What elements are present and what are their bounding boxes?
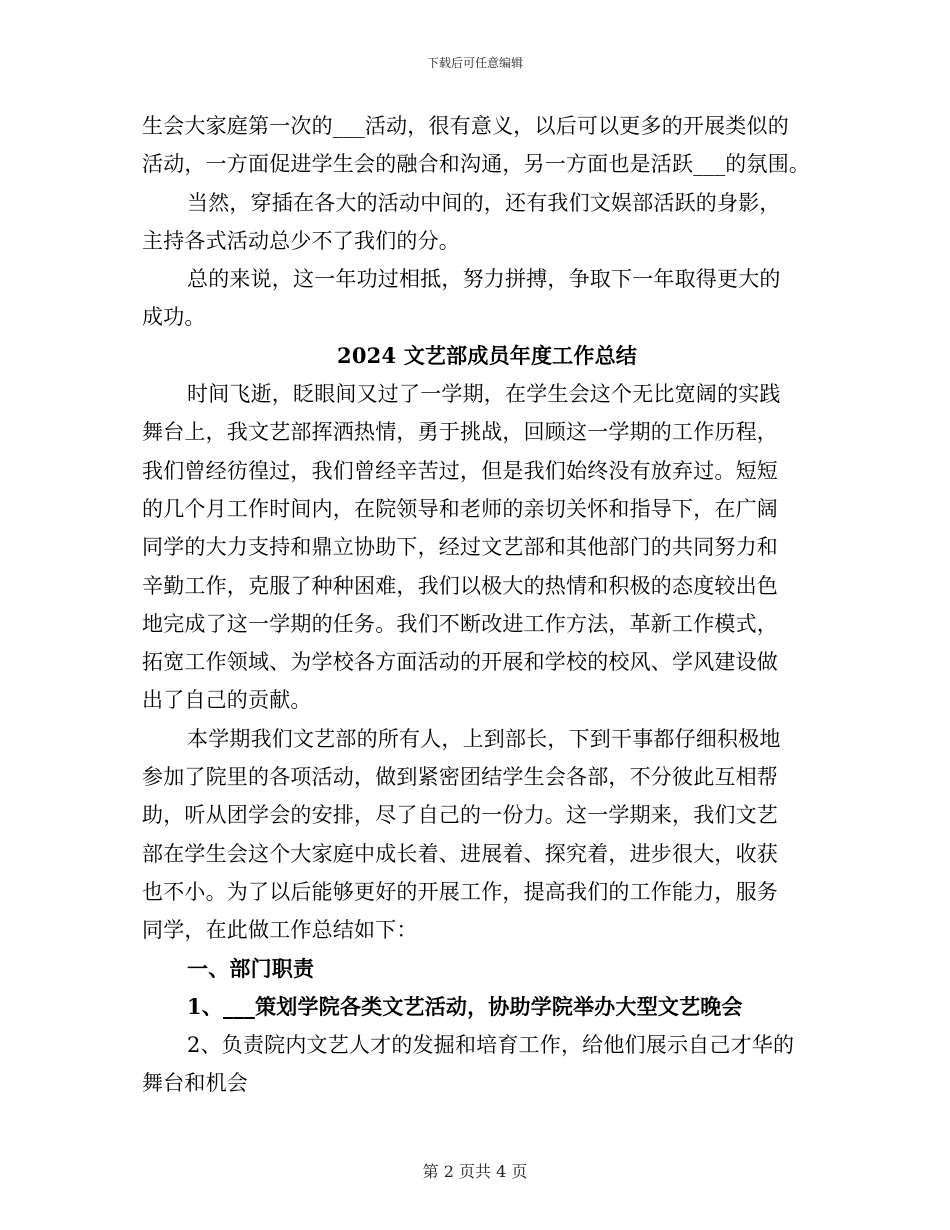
text-line: 当然，穿插在各大的活动中间的，还有我们文娱部活跃的身影， <box>187 190 781 215</box>
text-line: 辛勤工作，克服了种种困难，我们以极大的热情和积极的态度较出色 <box>142 573 778 598</box>
text-line: 拓宽工作领域、为学校各方面活动的开展和学校的校风、学风建设做 <box>142 650 778 675</box>
text-line: 舞台上，我文艺部挥洒热情，勇于挑战，回顾这一学期的工作历程， <box>142 420 778 445</box>
section-title: 2024 文艺部成员年度工作总结 <box>337 342 637 368</box>
page-header: 下载后可任意编辑 <box>426 56 523 70</box>
text-line: 助，听从团学会的安排，尽了自己的一份力。这一学期来，我们文艺 <box>142 803 778 828</box>
text-line: 主持各式活动总少不了我们的分。 <box>142 228 460 253</box>
text-line: 舞台和机会 <box>142 1071 248 1096</box>
text-line: 部在学生会这个大家庭中成长着、进展着、探究着，进步很大，收获 <box>142 841 778 866</box>
text-line: 同学，在此做工作总结如下： <box>142 918 418 943</box>
text-line: 生会大家庭第一次的___活动，很有意义，以后可以更多的开展类似的 <box>142 114 789 138</box>
text-line: 出了自己的贡献。 <box>142 688 312 713</box>
text-line: 活动，一方面促进学生会的融合和沟通，另一方面也是活跃___的氛围。 <box>142 152 811 177</box>
text-line: 时间飞逝，眨眼间又过了一学期，在学生会这个无比宽阔的实践 <box>187 382 781 407</box>
page-footer: 第 2 页共 4 页 <box>422 1162 528 1181</box>
text-line: 1、___策划学院各类文艺活动，协助学院举办大型文艺晚会 <box>187 993 743 1019</box>
text-line: 我们曾经彷徨过，我们曾经辛苦过，但是我们始终没有放弃过。短短 <box>142 458 778 483</box>
text-line: 2、负责院内文艺人才的发掘和培育工作，给他们展示自己才华的 <box>187 1033 795 1058</box>
text-line: 的几个月工作时间内，在院领导和老师的亲切关怀和指导下，在广阔 <box>142 496 778 521</box>
text-line: 本学期我们文艺部的所有人，上到部长，下到干事都仔细积极地 <box>187 726 781 751</box>
document-body <box>142 107 822 1103</box>
text-line: 参加了院里的各项活动，做到紧密团结学生会各部，不分彼此互相帮 <box>142 765 778 790</box>
text-line: 也不小。为了以后能够更好的开展工作，提高我们的工作能力，服务 <box>142 879 778 904</box>
text-line: 成功。 <box>142 305 206 330</box>
text-line: 一、部门职责 <box>187 955 315 981</box>
text-line: 总的来说，这一年功过相抵，努力拼搏，争取下一年取得更大的 <box>187 267 781 292</box>
text-line: 地完成了这一学期的任务。我们不断改进工作方法，革新工作模式， <box>142 611 778 636</box>
text-line: 同学的大力支持和鼎立协助下，经过文艺部和其他部门的共同努力和 <box>142 535 778 560</box>
